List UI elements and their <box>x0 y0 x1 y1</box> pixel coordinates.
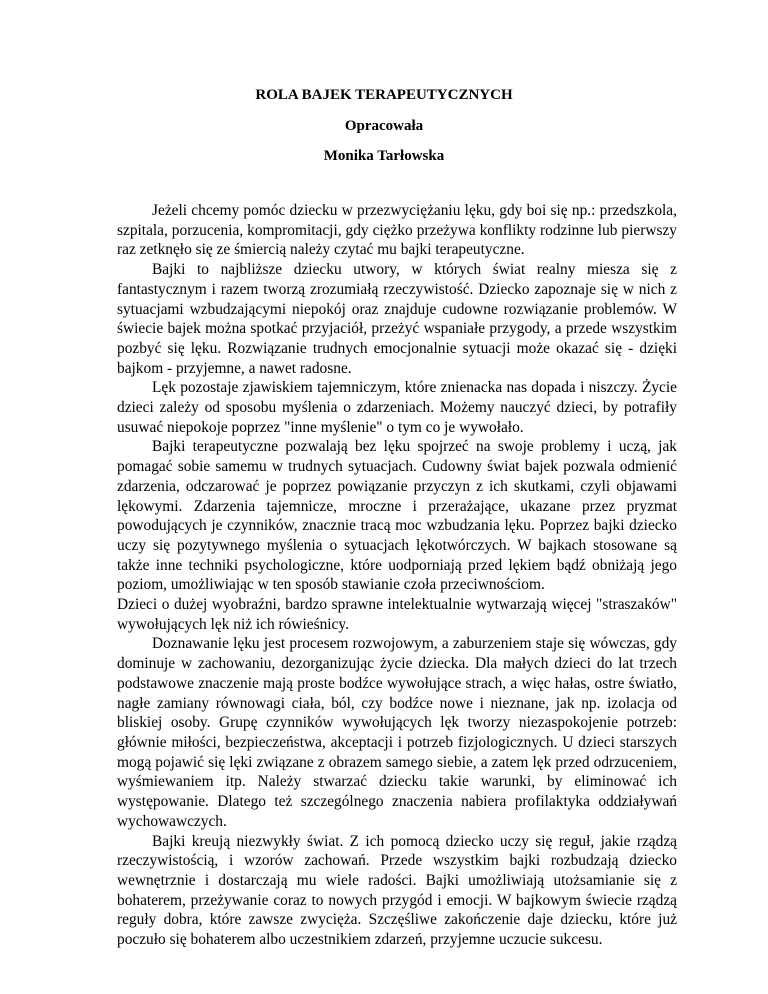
document-subtitle: Opracowała <box>344 118 424 134</box>
paragraph: Bajki kreują niezwykły świat. Z ich pomocą dziecko uczy się reguł, jakie rządzą rzeczywistością, i wzorów zachowań. Przede wszystkim bajki rozbudzają dziecko wewnętrznie i dostarczają mu wiele radości. Bajki umożliwiają utożsamianie się z bohaterem, przeżywanie coraz to nowych przygód i emocji. W bajkowym świecie rządzą reguły dobra, które zawsze zwycięża. Szczęśliwe zakończenie daje dziecku, które już poczuło się bohaterem albo uczestnikiem zdarzeń, przyjemne uczucie sukcesu. <box>117 832 677 949</box>
paragraph: Doznawanie lęku jest procesem rozwojowym, a zaburzeniem staje się wówczas, gdy dominuje w zachowaniu, dezorganizując życie dziecka. Dla małych dzieci do lat trzech podstawowe znaczenie mają proste bodźce wywołujące strach, a więc hałas, ostre światło, nagłe zamiany równowagi ciała, ból, czy bodźce nowe i nieznane, jak np. izolacja od bliskiej osoby. Grupę czynników wywołujących lęk tworzy niezaspokojenie potrzeb: głównie miłości, bezpieczeństwa, akceptacji i potrzeb fizjologicznych. U dzieci starszych mogą pojawić się lęki związane z obrazem samego siebie, a zatem lęk przed odrzuceniem, wyśmiewaniem itp. Należy stwarzać dziecku takie warunki, by eliminować ich występowanie. Dlatego też szczególnego znaczenia nabiera profilaktyka oddziaływań wychowawczych. <box>117 635 677 830</box>
paragraph: Bajki terapeutyczne pozwalają bez lęku spojrzeć na swoje problemy i uczą, jak pomagać sobie samemu w trudnych sytuacjach. Cudowny świat bajek pozwala odmienić zdarzenia, odczarować je poprzez powiązanie przyczyn z ich skutkami, czyli objawami lękowymi. Zdarzenia tajemnicze, mroczne i przerażające, ukazane przez pryzmat powodujących je czynników, znacznie tracą moc wzbudzania lęku. Poprzez bajki dziecko uczy się pozytywnego myślenia o sytuacjach lękotwórczych. W bajkach stosowane są także inne techniki psychologiczne, które uodporniają przed lękiem bądź obniżają jego poziom, umożliwiając w ten sposób stawianie czoła przeciwnościom. <box>117 438 677 594</box>
paragraph: Bajki to najbliższe dziecku utwory, w których świat realny miesza się z fantastycznym i razem tworzą zrozumiałą rzeczywistość. Dziecko zapoznaje się w nich z sytuacjami wzbudzającymi niepokój oraz znajduje cudowne rozwiązanie problemów. W świecie bajek można spotkać przyjaciół, przeżyć wspaniałe przygody, a przede wszystkim pozbyć się lęku. Rozwiązanie trudnych emocjonalnie sytuacji może okazać się - dzięki bajkom - przyjemne, a nawet radosne. <box>117 261 677 377</box>
paragraph: Dzieci o dużej wyobraźni, bardzo sprawne intelektualnie wytwarzają więcej "straszaków" wywołujących lęk niż ich rówieśnicy. <box>117 596 677 633</box>
document-title: ROLA BAJEK TERAPEUTYCZNYCH <box>255 87 513 103</box>
document-author: Monika Tarłowska <box>323 148 445 164</box>
paragraph: Jeżeli chcemy pomóc dziecku w przezwyciężaniu lęku, gdy boi się np.: przedszkola, szpitala, porzucenia, kompromitacji, gdy ciężko przeżywa konflikty rodzinne lub pierwszy raz zetknęło się ze śmiercią należy czytać mu bajki terapeutyczne. <box>117 202 677 259</box>
document-body <box>117 201 677 950</box>
paragraph: Lęk pozostaje zjawiskiem tajemniczym, które znienacka nas dopada i niszczy. Życie dzieci zależy od sposobu myślenia o zdarzeniach. Możemy nauczyć dzieci, by potrafiły usuwać niepokoje poprzez "inne myślenie" o tym co je wywołało. <box>117 379 677 436</box>
